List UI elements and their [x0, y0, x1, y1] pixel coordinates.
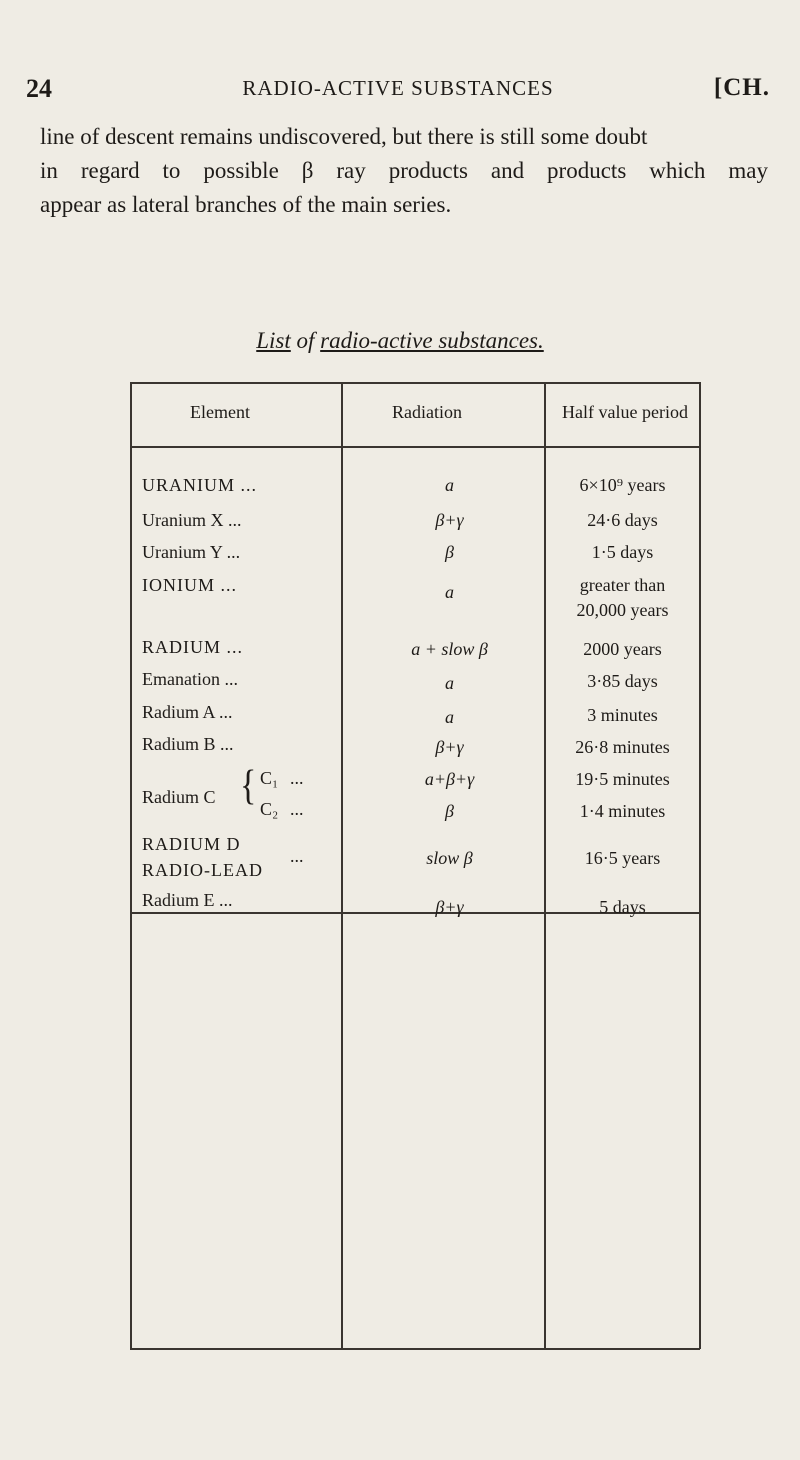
header-element: Element [190, 402, 250, 422]
half-value: 3 minutes [587, 705, 658, 725]
element-name: Radium B ... [142, 734, 234, 754]
half-value: 16·5 years [584, 848, 661, 868]
half-value-cont: 20,000 years [576, 600, 669, 620]
half-value: 2000 years [583, 639, 662, 659]
element-name: Uranium Y ... [142, 542, 241, 562]
running-head: RADIO-ACTIVE SUBSTANCES [242, 76, 554, 100]
radiation-type: a + slow β [411, 639, 488, 659]
table-title [0, 328, 800, 354]
page-number: 24 [26, 74, 52, 103]
half-value: greater than [579, 575, 666, 595]
substances-table-lower [130, 382, 700, 1349]
element-name: Emanation ... [142, 669, 238, 689]
element-name: Radium E ... [142, 890, 233, 910]
table-title-list: List [256, 328, 291, 353]
paragraph-line: line of descent remains undiscovered, but there is still some doubt [40, 124, 648, 149]
radiation-type: a [445, 707, 454, 727]
radiation-type: β+γ [435, 510, 464, 530]
element-sub: C₁ [260, 768, 279, 788]
radiation-type: β [445, 542, 454, 562]
element-name: RADIO-LEAD [142, 860, 263, 880]
element-name: Radium C [142, 787, 216, 807]
paragraph-line: appear as lateral branches of the main series. [40, 192, 452, 217]
half-value: 1·5 days [591, 542, 654, 562]
left-brace: { [240, 762, 257, 809]
half-value: 24·6 days [587, 510, 658, 530]
element-name: Uranium X ... [142, 510, 242, 530]
half-value: 3·85 days [587, 671, 658, 691]
leader-dots: ... [290, 846, 304, 866]
radiation-type: a [445, 582, 454, 602]
radiation-type: a [445, 673, 454, 693]
element-name: URANIUM ... [142, 475, 258, 495]
radiation-type: β+γ [435, 737, 464, 757]
radiation-type: a [445, 475, 454, 495]
element-sub: C₂ [260, 799, 279, 819]
table-title-rest: radio-active substances. [320, 328, 544, 353]
body-paragraph [40, 120, 768, 222]
page-header [26, 74, 770, 114]
half-value: 1·4 minutes [579, 801, 666, 821]
element-name: RADIUM D [142, 834, 241, 854]
radiation-type: slow β [426, 848, 473, 868]
half-value: 26·8 minutes [575, 737, 670, 757]
radiation-type: β [445, 801, 454, 821]
header-radiation: Radiation [392, 402, 462, 422]
half-value: 19·5 minutes [575, 769, 670, 789]
leader-dots: ... [290, 768, 304, 788]
header-half-value: Half value period [562, 402, 688, 422]
element-name: IONIUM ... [142, 575, 237, 595]
radiation-type: a+β+γ [424, 769, 475, 789]
radiation-type: β+γ [435, 897, 464, 917]
table-title-of: of [296, 328, 315, 353]
element-name: Radium A ... [142, 702, 233, 722]
half-value: 6×10⁹ years [579, 475, 666, 495]
paragraph-line: in regard to possible β ray products and products which may [40, 158, 768, 183]
element-name: RADIUM ... [142, 637, 244, 657]
half-value: 5 days [599, 897, 646, 917]
leader-dots: ... [290, 799, 304, 819]
chapter-marker: [CH. [713, 74, 770, 101]
